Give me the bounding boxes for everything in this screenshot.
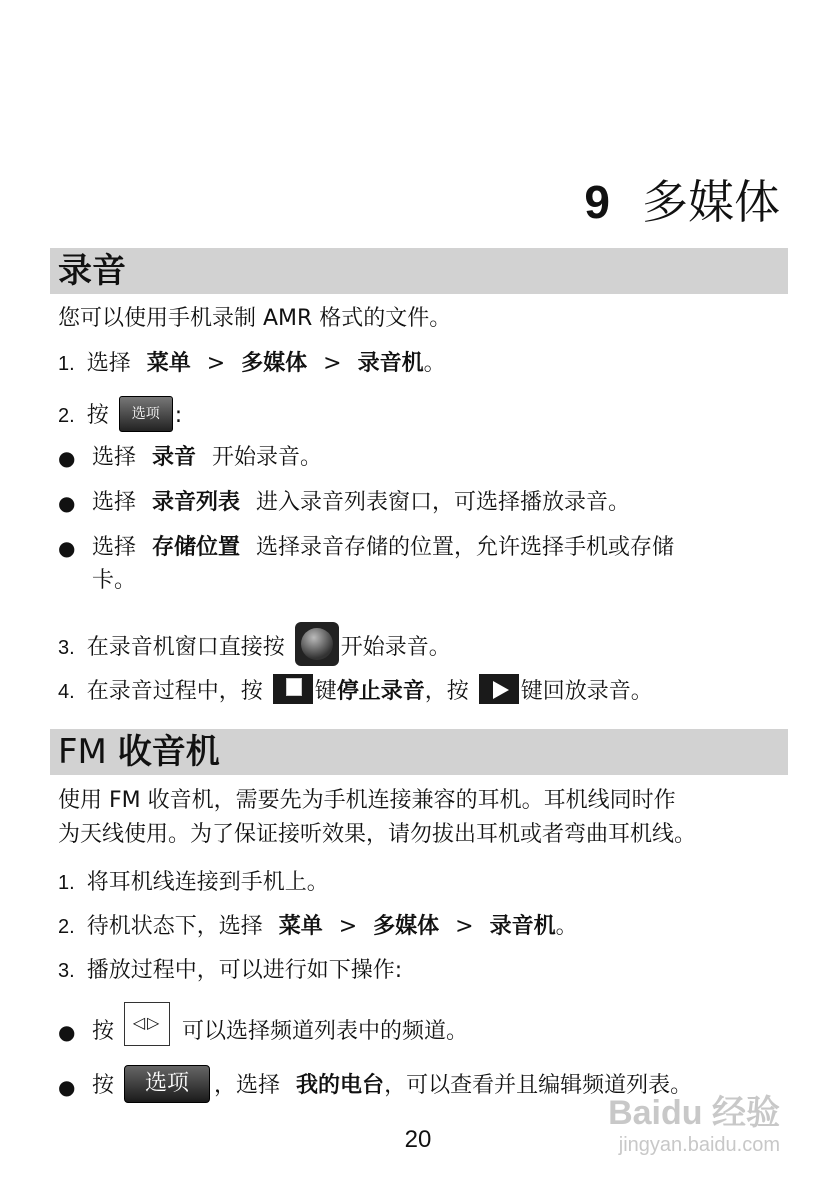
chapter-number: 9 [584,176,610,228]
chapter-title: 多媒体 [642,175,780,229]
left-right-nav-icon: ◁▷ [124,1002,170,1046]
fm-bullet-2: 按 选项 ，选择 我的电台，可以查看并且编辑频道列表。 [92,1065,692,1107]
recording-bullet-3-cont: 卡。 [92,568,137,593]
play-button-icon [479,674,519,704]
bullet-icon: ● [58,1020,76,1044]
bullet-icon: ● [58,491,76,515]
bullet-icon: ● [58,536,76,560]
fm-intro-line-1: 使用 FM 收音机，需要先为手机连接兼容的耳机。耳机线同时作 [58,788,676,813]
recording-step-4: 4. 在录音过程中，按 键停止录音，按 键回放录音。 [58,674,653,710]
record-button-icon [295,622,339,666]
recording-bullet-2: 选择 录音列表 进入录音列表窗口，可选择播放录音。 [92,490,631,515]
recording-intro: 您可以使用手机录制 AMR 格式的文件。 [58,306,452,331]
fm-step-2: 2. 待机状态下，选择 菜单 > 多媒体 > 录音机。 [58,914,578,939]
section-heading-recording: 录音 [50,248,788,294]
fm-step-3: 3. 播放过程中，可以进行如下操作: [58,958,403,983]
bullet-icon: ● [58,446,76,470]
page-number: 20 [404,1126,432,1153]
chapter-heading [584,166,780,232]
recording-step-3: 3. 在录音机窗口直接按 开始录音。 [58,622,451,674]
recording-bullet-1: 选择 录音 开始录音。 [92,445,323,470]
recording-bullet-3: 选择 存储位置 选择录音存储的位置，允许选择手机或存储 [92,535,675,560]
fm-step-1: 1. 将耳机线连接到手机上。 [58,870,329,895]
options-softkey-icon: 选项 [124,1065,210,1103]
baidu-watermark: Baidu 经验 jingyan.baidu.com [608,1094,780,1156]
recording-step-2: 2. 按 选项 : [58,396,182,436]
section-heading-fm-radio: FM 收音机 [50,729,788,775]
fm-intro-line-2: 为天线使用。为了保证接听效果，请勿拔出耳机或者弯曲耳机线。 [58,822,697,847]
fm-bullet-1: 按 ◁▷ 可以选择频道列表中的频道。 [92,1002,468,1062]
options-softkey-icon: 选项 [119,396,173,432]
recording-step-1: 1. 选择 菜单 > 多媒体 > 录音机。 [58,351,446,376]
stop-button-icon [273,674,313,704]
bullet-icon: ● [58,1075,76,1099]
